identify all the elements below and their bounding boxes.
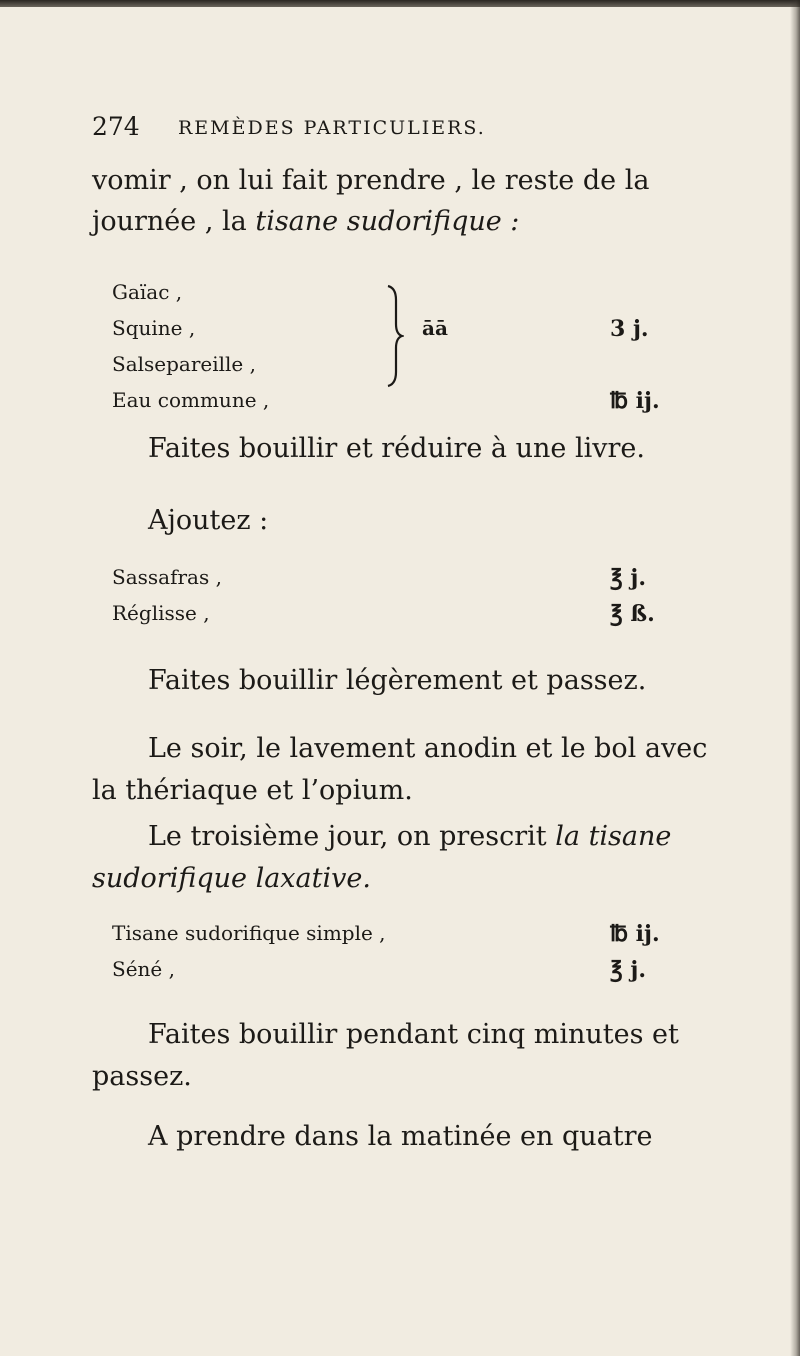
formula-1-water: Eau commune ,: [112, 388, 270, 412]
intro-line-2-italic: tisane sudorifique :: [255, 206, 520, 237]
instruction-1: Faites bouillir et réduire à une livre.: [148, 433, 645, 464]
add-label: Ajoutez :: [148, 505, 269, 536]
instruction-3-line-2: passez.: [92, 1061, 192, 1092]
formula-1-item: Squine ,: [112, 316, 196, 340]
formula-2-item: Réglisse ,: [112, 601, 210, 625]
third-day-line-2-italic: sudorifique laxative.: [92, 863, 371, 894]
instruction-2: Faites bouillir légèrement et passez.: [148, 665, 647, 696]
intro-line-2-prefix: journée , la: [92, 206, 256, 237]
formula-1-group-symbol: āā: [422, 316, 448, 340]
evening-line-2: la thériaque et l’opium.: [92, 775, 413, 806]
third-day-line-2: [92, 858, 371, 900]
formula-1-water-quantity: ℔ ij.: [610, 388, 660, 414]
formula-1-item: Salsepareille ,: [112, 352, 256, 376]
formula-2-quantity: ℥ j.: [610, 565, 646, 591]
formula-1-group-quantity: 3 j.: [610, 316, 649, 342]
formula-3-item: Tisane sudorifique simple ,: [112, 921, 386, 945]
page-top-rule: [0, 0, 800, 7]
page-edge-shadow: [790, 0, 800, 1356]
formula-3-quantity: ℥ j.: [610, 957, 646, 983]
third-day-line-1-italic: la tisane: [555, 821, 672, 852]
intro-line-2: [92, 201, 519, 243]
brace-icon: [386, 284, 404, 388]
evening-line-1: Le soir, le lavement anodin et le bol avec: [148, 733, 708, 764]
instruction-3-line-1: Faites bouillir pendant cinq minutes et: [148, 1019, 679, 1050]
intro-line-1: vomir , on lui fait prendre , le reste de la: [92, 165, 650, 196]
formula-2-item: Sassafras ,: [112, 565, 222, 589]
last-line: A prendre dans la matinée en quatre: [148, 1121, 653, 1152]
formula-3-quantity: ℔ ij.: [610, 921, 660, 947]
running-head-title: REMÈDES PARTICULIERS.: [178, 117, 486, 139]
formula-1-item: Gaïac ,: [112, 280, 183, 304]
page-number: 274: [92, 112, 140, 141]
third-day-line-1: [148, 816, 671, 858]
formula-2-quantity: ℥ ß.: [610, 601, 655, 627]
third-day-line-1-prefix: Le troisième jour, on prescrit: [148, 821, 556, 852]
formula-3-item: Séné ,: [112, 957, 175, 981]
